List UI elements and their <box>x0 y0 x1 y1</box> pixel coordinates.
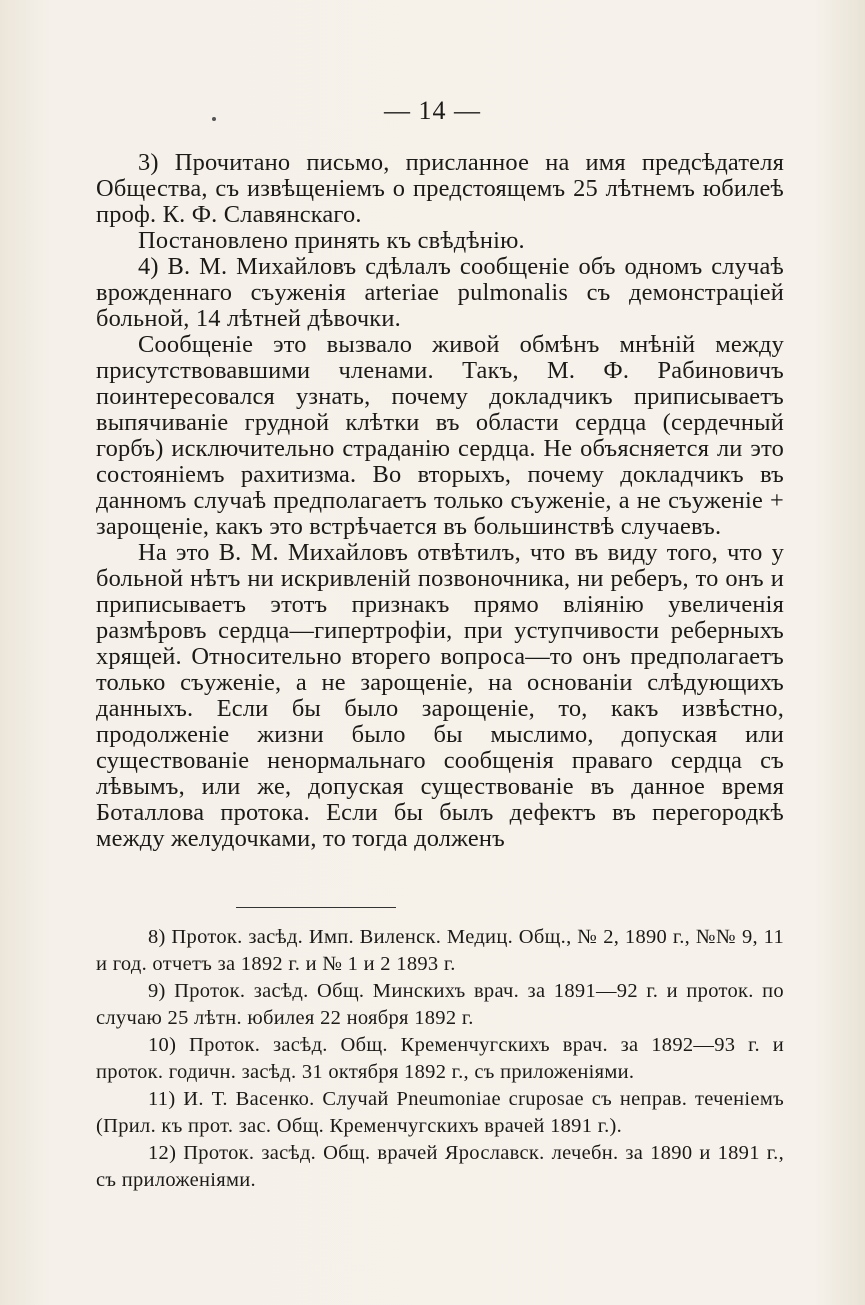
footnote-10: 10) Проток. засѣд. Общ. Кременчугскихъ врач. за 1892—93 г. и проток. годичн. засѣд. 31 октября 1892 г., съ приложеніями. <box>96 1034 784 1083</box>
paragraph-resolution: Постановлено принять къ свѣдѣнію. <box>138 227 525 254</box>
footnote-9: 9) Проток. засѣд. Общ. Минскихъ врач. за 1891—92 г. и проток. по случаю 25 лѣтн. юбилея 22 ноября 1892 г. <box>96 980 784 1029</box>
paragraph-item-3: 3) Прочитано письмо, присланное на имя предсѣдателя Общества, съ извѣщеніемъ о предстоящемъ 25 лѣтнемъ юбилеѣ проф. К. Ф. Славянскаго. <box>96 149 784 228</box>
page-number: — 14 — <box>384 96 481 125</box>
footnote-11: 11) И. Т. Васенко. Случай Pneumoniae cruposae съ неправ. теченіемъ (Прил. къ прот. зас. Общ. Кременчугскихъ врачей 1891 г.). <box>96 1088 784 1137</box>
paragraph-discussion: Сообщеніе это вызвало живой обмѣнъ мнѣній между присутствовавшими членами. Такъ, М. Ф. Рабиновичъ поинтересовался узнать, почему докладчикъ приписываетъ выпячиваніе грудной клѣтки въ области сердца (сердечный горбъ) исключительно страданію сердца. Не объясняется ли это состояніемъ рахитизма. Во вторыхъ, почему докладчикъ въ данномъ случаѣ предполагаетъ только съуженіе, а не съуженіе + зарощеніе, какъ это встрѣчается въ большинствѣ случаевъ. <box>96 331 784 540</box>
footnote-divider <box>236 907 396 908</box>
footnote-12: 12) Проток. засѣд. Общ. врачей Ярославск. лечебн. за 1890 и 1891 г., съ приложеніями. <box>96 1142 784 1191</box>
footnotes <box>96 924 784 1194</box>
footnote-8: 8) Проток. засѣд. Имп. Виленск. Медиц. Общ., № 2, 1890 г., №№ 9, 11 и год. отчетъ за 1892 г. и № 1 и 2 1893 г. <box>96 926 784 975</box>
paragraph-item-4: 4) В. М. Михайловъ сдѣлалъ сообщеніе объ одномъ случаѣ врожденнаго съуженія arteriae pulmonalis съ демонстраціей больной, 14 лѣтней дѣвочки. <box>96 253 784 332</box>
paragraph-reply: На это В. М. Михайловъ отвѣтилъ, что въ виду того, что у больной нѣтъ ни искривленій позвоночника, ни реберъ, то онъ и приписываетъ этотъ признакъ прямо вліянію увеличенія размѣровъ сердца—гипертрофіи, при уступчивости реберныхъ хрящей. Относительно вторего вопроса—то онъ предполагаетъ только съуженіе, а не зарощеніе, на основаніи слѣдующихъ данныхъ. Если бы было зарощеніе, то, какъ извѣстно, продолженіе жизни было бы мыслимо, допуская или существованіе ненормальнаго сообщенія праваго сердца съ лѣвымъ, или же, допуская существованіе въ данное время Боталлова протока. Если бы былъ дефектъ въ перегородкѣ между желудочками, то тогда долженъ <box>96 539 784 852</box>
body-text <box>96 150 784 852</box>
